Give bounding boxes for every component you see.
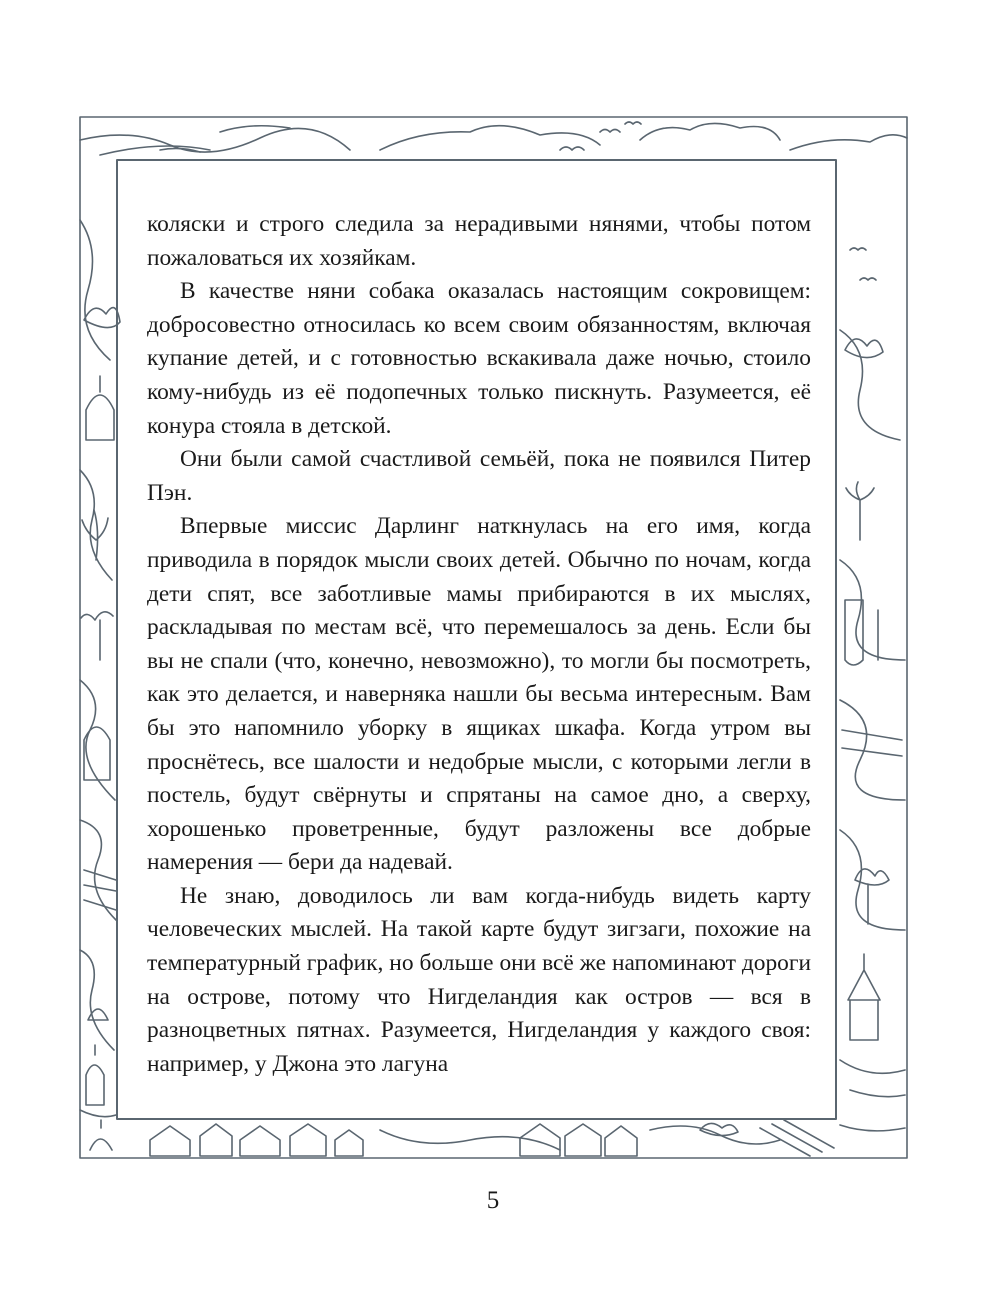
paragraph-5: Не знаю, доводилось ли вам когда-нибудь видеть карту человеческих мыслей. На такой карте будут зигзаги, похожие на температурный график, но больше они всё же напоминают дороги на острове, потому что Нигделандия как остров — вся в разноцветных пятнах. Разумеется, Нигделандия у каждого своя: например, у Джона это лагуна [147, 882, 811, 1077]
paragraph-4: Впервые миссис Дарлинг наткнулась на его имя, когда приводила в порядок мысли своих детей. Обычно по ночам, когда дети спят, все заботливые мамы прибираются в их мыслях, раскладывая по местам всё, что перемешалось за день. Если бы вы не спали (что, конечно, невозможно), то могли бы посмотреть, как это делается, и наверняка нашли бы весьма интересным. Вам бы это напомнило уборку в ящиках шкафа. Когда утром вы проснётесь, все шалости и недобрые мысли, с которыми легли в постель, будут свёрнуты и спрятаны на самое дно, а сверху, хорошенько проветренные, будут разложены все добрые намерения — бери да надевай. [147, 513, 811, 876]
page-number: 5 [486, 1187, 500, 1214]
top-landscape-band [80, 122, 907, 155]
bottom-landscape-band [90, 1120, 905, 1156]
left-landscape-band [80, 220, 120, 1117]
right-landscape-band [840, 248, 905, 1097]
paragraph-1: коляски и строго следила за нерадивыми нянями, чтобы потом пожаловаться их хозяйкам. [147, 211, 811, 271]
paragraph-2: В качестве няни собака оказалась настоящим сокровищем: добросовестно относилась ко всем своим обязанностям, включая купание детей, и с готовностью вскакивала даже ночью, стоило кому-нибудь из её подопечных только пискнуть. Разумеется, её конура стояла в детской. [147, 278, 811, 439]
paragraph-3: Они были самой счастливой семьёй, пока не появился Питер Пэн. [147, 446, 811, 506]
main-text-block [147, 208, 811, 1108]
